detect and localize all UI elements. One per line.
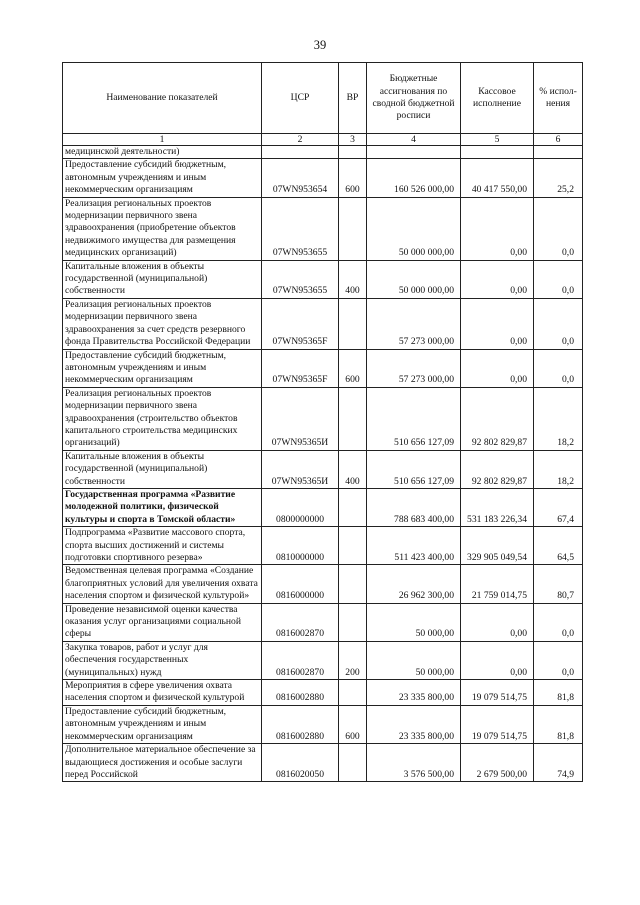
cell-vr: 400: [339, 260, 367, 298]
cell-budget: 160 526 000,00: [367, 159, 461, 197]
table-row: [63, 527, 583, 565]
cell-name: Предоставление субсидий бюджетным, автономным учреждениям и иным некоммерческим организациям: [63, 159, 262, 197]
header-vr: ВР: [339, 63, 367, 134]
cell-percent: 0,0: [534, 641, 583, 679]
table-row: [63, 603, 583, 641]
cell-csr: 07WN95365И: [262, 387, 339, 450]
cell-name: Реализация региональных проектов модернизации первичного звена здравоохранения (приобретение объектов недвижимого имущества для размещения медицинских организаций): [63, 197, 262, 260]
cell-cash: 21 759 014,75: [461, 565, 534, 603]
cell-cash: 92 802 829,87: [461, 387, 534, 450]
column-number: 6: [534, 134, 583, 146]
cell-vr: [339, 565, 367, 603]
column-number: 3: [339, 134, 367, 146]
cell-percent: 64,5: [534, 527, 583, 565]
cell-name: Капитальные вложения в объекты государственной (муниципальной) собственности: [63, 450, 262, 488]
column-number: 2: [262, 134, 339, 146]
table-row: [63, 680, 583, 706]
table-row: [63, 450, 583, 488]
cell-csr: 0816000000: [262, 565, 339, 603]
cell-csr: 0800000000: [262, 488, 339, 526]
cell-budget: 23 335 800,00: [367, 705, 461, 743]
cell-name: Государственная программа «Развитие молодежной политики, физической культуры и спорта в Томской области»: [63, 488, 262, 526]
cell-csr: 0816002880: [262, 680, 339, 706]
cell-vr: 600: [339, 159, 367, 197]
cell-vr: 600: [339, 349, 367, 387]
cell-csr: 07WN953654: [262, 159, 339, 197]
cell-percent: 67,4: [534, 488, 583, 526]
cell-percent: [534, 146, 583, 159]
cell-cash: 19 079 514,75: [461, 680, 534, 706]
cell-csr: 07WN95365F: [262, 349, 339, 387]
column-number: 5: [461, 134, 534, 146]
cell-budget: 50 000,00: [367, 641, 461, 679]
cell-percent: 0,0: [534, 197, 583, 260]
cell-budget: 50 000,00: [367, 603, 461, 641]
cell-cash: 0,00: [461, 197, 534, 260]
cell-vr: 200: [339, 641, 367, 679]
cell-csr: 0816002880: [262, 705, 339, 743]
cell-vr: 600: [339, 705, 367, 743]
table-row: [63, 488, 583, 526]
cell-percent: 0,0: [534, 349, 583, 387]
table-row: [63, 387, 583, 450]
cell-budget: 788 683 400,00: [367, 488, 461, 526]
cell-vr: [339, 603, 367, 641]
cell-budget: 57 273 000,00: [367, 298, 461, 349]
cell-name: Подпрограмма «Развитие массового спорта, спорта высших достижений и системы подготовки спортивного резерва»: [63, 527, 262, 565]
budget-table: [62, 62, 583, 782]
cell-vr: [339, 527, 367, 565]
cell-budget: 57 273 000,00: [367, 349, 461, 387]
table-row: [63, 705, 583, 743]
cell-budget: 510 656 127,09: [367, 387, 461, 450]
cell-cash: 19 079 514,75: [461, 705, 534, 743]
cell-cash: [461, 146, 534, 159]
cell-budget: [367, 146, 461, 159]
header-percent: % испол-нения: [534, 63, 583, 134]
cell-budget: 50 000 000,00: [367, 260, 461, 298]
cell-percent: 25,2: [534, 159, 583, 197]
column-number: 4: [367, 134, 461, 146]
cell-percent: 81,8: [534, 705, 583, 743]
cell-percent: 0,0: [534, 260, 583, 298]
cell-csr: 07WN95365И: [262, 450, 339, 488]
table-row: [63, 159, 583, 197]
page-number: 39: [313, 38, 327, 52]
cell-budget: 26 962 300,00: [367, 565, 461, 603]
cell-percent: 81,8: [534, 680, 583, 706]
cell-cash: 531 183 226,34: [461, 488, 534, 526]
table-row: [63, 146, 583, 159]
table-body: [63, 146, 583, 782]
column-number: 1: [63, 134, 262, 146]
cell-name: Дополнительное материальное обеспечение за выдающиеся достижения и особые заслуги перед Российской: [63, 744, 262, 782]
header-cash: Кассовое исполнение: [461, 63, 534, 134]
cell-csr: [262, 146, 339, 159]
cell-cash: 0,00: [461, 349, 534, 387]
table-row: [63, 641, 583, 679]
cell-cash: 0,00: [461, 641, 534, 679]
table-row: [63, 565, 583, 603]
cell-vr: [339, 197, 367, 260]
table-row: [63, 197, 583, 260]
cell-csr: 07WN95365F: [262, 298, 339, 349]
cell-budget: 511 423 400,00: [367, 527, 461, 565]
cell-name: Реализация региональных проектов модернизации первичного звена здравоохранения за счет средств резервного фонда Правительства Российской Федерации: [63, 298, 262, 349]
cell-cash: 329 905 049,54: [461, 527, 534, 565]
cell-name: Закупка товаров, работ и услуг для обеспечения государственных (муниципальных) нужд: [63, 641, 262, 679]
cell-vr: [339, 488, 367, 526]
cell-percent: 0,0: [534, 298, 583, 349]
cell-vr: [339, 387, 367, 450]
cell-name: Мероприятия в сфере увеличения охвата населения спортом и физической культурой: [63, 680, 262, 706]
cell-percent: 74,9: [534, 744, 583, 782]
cell-budget: 510 656 127,09: [367, 450, 461, 488]
cell-percent: 80,7: [534, 565, 583, 603]
cell-cash: 92 802 829,87: [461, 450, 534, 488]
cell-percent: 18,2: [534, 387, 583, 450]
cell-name: Реализация региональных проектов модернизации первичного звена здравоохранения (строительство объектов капитального строительства медицинских организаций): [63, 387, 262, 450]
cell-csr: 07WN953655: [262, 197, 339, 260]
cell-vr: [339, 744, 367, 782]
cell-cash: 0,00: [461, 298, 534, 349]
cell-vr: [339, 146, 367, 159]
cell-cash: 40 417 550,00: [461, 159, 534, 197]
header-csr: ЦСР: [262, 63, 339, 134]
cell-csr: 0816002870: [262, 603, 339, 641]
cell-name: Капитальные вложения в объекты государственной (муниципальной) собственности: [63, 260, 262, 298]
cell-budget: 50 000 000,00: [367, 197, 461, 260]
table-row: [63, 349, 583, 387]
cell-vr: [339, 298, 367, 349]
table-row: [63, 744, 583, 782]
cell-percent: 18,2: [534, 450, 583, 488]
cell-cash: 0,00: [461, 260, 534, 298]
header-budget: Бюджетные ассигнования по сводной бюджетной росписи: [367, 63, 461, 134]
cell-budget: 23 335 800,00: [367, 680, 461, 706]
cell-name: Предоставление субсидий бюджетным, автономным учреждениям и иным некоммерческим организациям: [63, 705, 262, 743]
cell-cash: 0,00: [461, 603, 534, 641]
cell-csr: 07WN953655: [262, 260, 339, 298]
cell-csr: 0816002870: [262, 641, 339, 679]
cell-vr: [339, 680, 367, 706]
cell-name: Проведение независимой оценки качества оказания услуг организациями социальной сферы: [63, 603, 262, 641]
header-name: Наименование показателей: [63, 63, 262, 134]
table-row: [63, 298, 583, 349]
cell-name: Ведомственная целевая программа «Создание благоприятных условий для увеличения охвата населения спортом и физической культурой»: [63, 565, 262, 603]
cell-budget: 3 576 500,00: [367, 744, 461, 782]
cell-csr: 0810000000: [262, 527, 339, 565]
cell-name: медицинской деятельности): [63, 146, 262, 159]
cell-vr: 400: [339, 450, 367, 488]
table-row: [63, 260, 583, 298]
cell-name: Предоставление субсидий бюджетным, автономным учреждениям и иным некоммерческим организациям: [63, 349, 262, 387]
cell-cash: 2 679 500,00: [461, 744, 534, 782]
cell-percent: 0,0: [534, 603, 583, 641]
cell-csr: 0816020050: [262, 744, 339, 782]
